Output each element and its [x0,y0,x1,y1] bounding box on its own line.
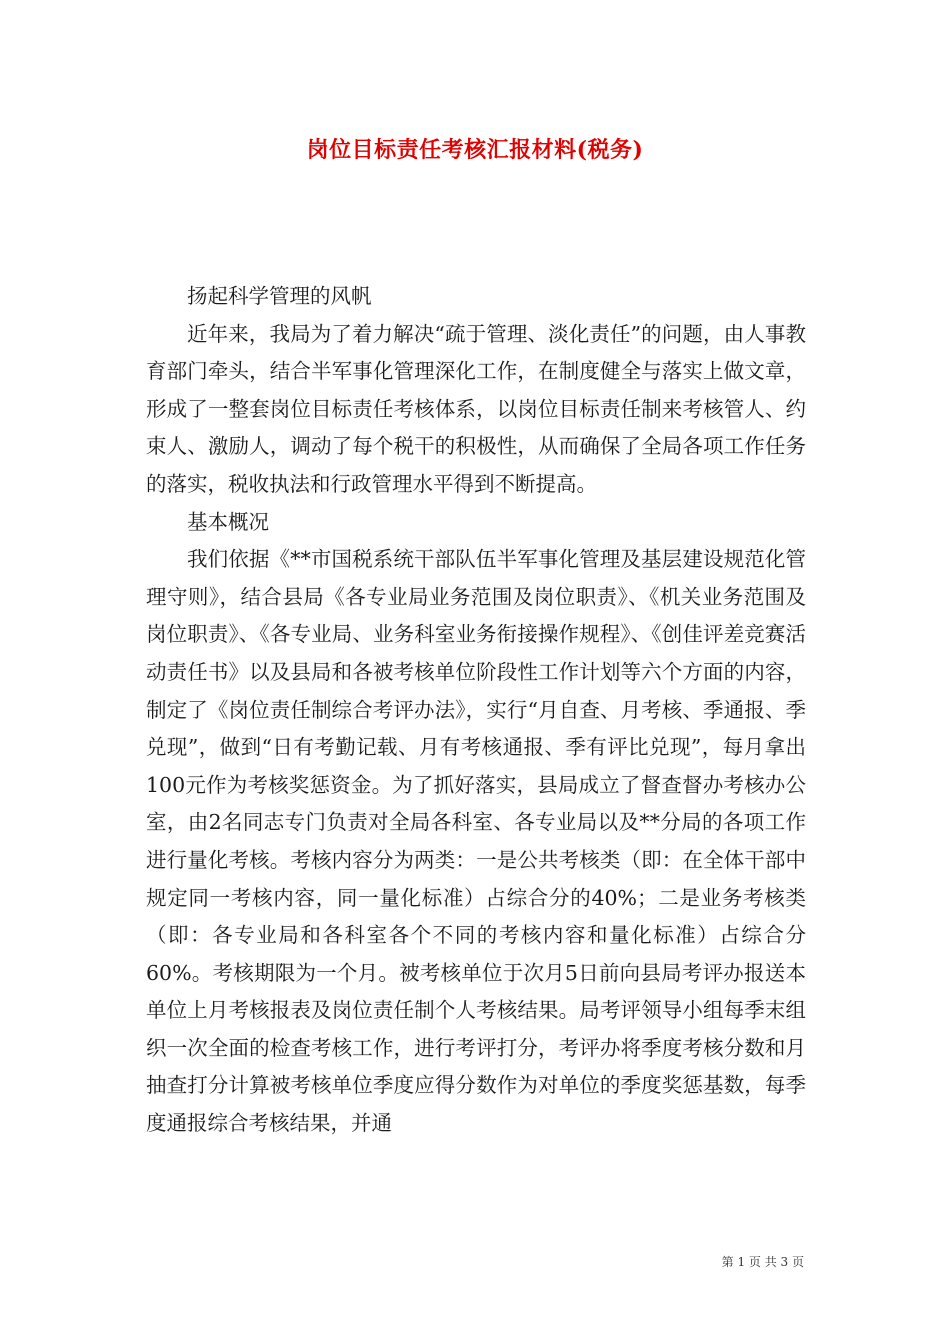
section-heading: 基本概况 [187,509,269,534]
body-paragraph: 近年来，我局为了着力解决“疏于管理、淡化责任”的问题，由人事教育部门牵头，结合半军事化管理深化工作，在制度健全与落实上做文章，形成了一整套岗位目标责任考核体系，以岗位目标责任制来考核管人、约束人、激励人，调动了每个税干的积极性，从而确保了全局各项工作任务的落实，税收执法和行政管理水平得到不断提高。 [146,321,806,496]
document-title: 岗位目标责任考核汇报材料(税务) [306,137,644,163]
section-heading: 扬起科学管理的风帆 [187,284,372,308]
body-paragraph: 我们依据《**市国税系统干部队伍半军事化管理及基层建设规范化管理守则》，结合县局《各专业局业务范围及岗位职责》、《机关业务范围及岗位职责》、《各专业局、业务科室业务衔接操作规程》、《创佳评差竞赛活动责任书》以及县局和各被考核单位阶段性工作计划等六个方面的内容，制定了《岗位责任制综合考评办法》，实行“月自查、月考核、季通报、季兑现”，做到“日有考勤记载、月有考核通报、季有评比兑现”，每月拿出100元作为考核奖惩资金。为了抓好落实，县局成立了督查督办考核办公室，由2名同志专门负责对全局各科室、各专业局以及**分局的各项工作进行量化考核。考核内容分为两类：一是公共考核类（即：在全体干部中规定同一考核内容，同一量化标准）占综合分的40%；二是业务考核类（即：各专业局和各科室各个不同的考核内容和量化标准）占综合分60%。考核期限为一个月。被考核单位于次月5日前向县局考评办报送本单位上月考核报表及岗位责任制个人考核结果。局考评领导小组每季末组织一次全面的检查考核工作，进行考评打分，考评办将季度考核分数和月抽查打分计算被考核单位季度应得分数作为对单位的季度奖惩基数，每季度通报综合考核结果，并通 [146,547,806,1136]
page-number: 第 1 页 共 3 页 [721,1255,804,1269]
document-body [146,278,806,1143]
